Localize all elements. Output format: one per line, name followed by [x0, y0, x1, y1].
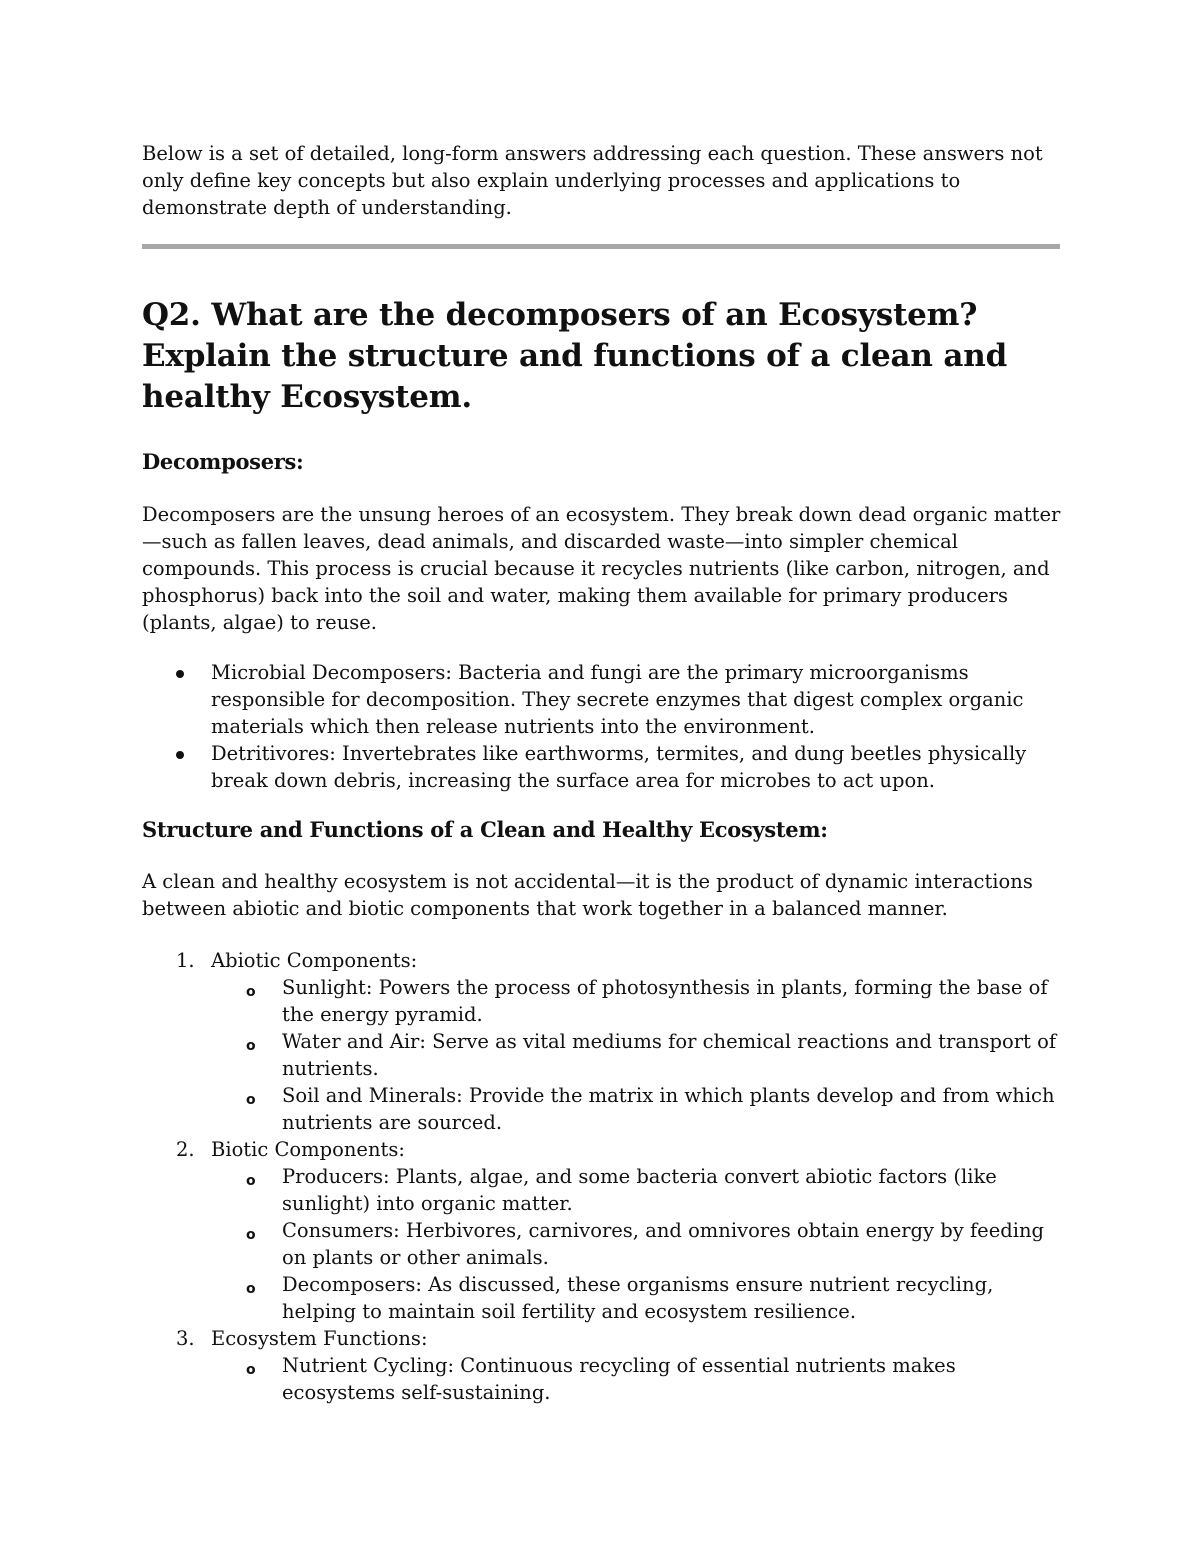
sub-list: [211, 1352, 1062, 1406]
sub-item-text: Consumers: Herbivores, carnivores, and omnivores obtain energy by feeding on plants or other animals.: [282, 1219, 1045, 1269]
structure-heading: Structure and Functions of a Clean and Healthy Ecosystem:: [142, 817, 828, 842]
sub-list-item: [211, 974, 1062, 1028]
circle-bullet-icon: o: [246, 1173, 256, 1189]
structure-paragraph: A clean and healthy ecosystem is not accidental—it is the product of dynamic interactions between abiotic and biotic components that work together in a balanced manner.: [142, 870, 1033, 920]
sub-list-item: [211, 1271, 1062, 1325]
circle-bullet-icon: o: [246, 1038, 256, 1054]
circle-bullet-icon: o: [246, 1281, 256, 1297]
circle-bullet-icon: o: [246, 1362, 256, 1378]
sub-list-item: [211, 1028, 1062, 1082]
decomposers-bullet-list: [142, 659, 1062, 794]
section-label: Ecosystem Functions:: [211, 1327, 428, 1350]
bullet-dot-icon: [176, 670, 184, 678]
numbered-item-functions: [142, 1325, 1062, 1406]
numbered-item-biotic: [142, 1136, 1062, 1325]
question-title: Q2. What are the decomposers of an Ecosystem? Explain the structure and functions of a clean and healthy Ecosystem.: [142, 297, 1008, 415]
sub-item-text: Sunlight: Powers the process of photosynthesis in plants, forming the base of the energy pyramid.: [282, 976, 1048, 1026]
bullet-item: [142, 740, 1062, 794]
list-number: 3.: [176, 1327, 195, 1350]
bullet-item: [142, 659, 1062, 740]
sub-list-item: [211, 1163, 1062, 1217]
list-number: 2.: [176, 1138, 195, 1161]
structure-numbered-list: [142, 947, 1062, 1406]
intro-paragraph: Below is a set of detailed, long-form answers addressing each question. These answers not only define key concepts but also explain underlying processes and applications to demonstrate depth of understanding.: [142, 142, 1043, 219]
section-label: Abiotic Components:: [211, 949, 418, 972]
sub-item-text: Soil and Minerals: Provide the matrix in which plants develop and from which nutrients are sourced.: [282, 1084, 1055, 1134]
sub-list-item: [211, 1082, 1062, 1136]
bullet-text: Microbial Decomposers: Bacteria and fungi are the primary microorganisms responsible for decomposition. They secrete enzymes that digest complex organic materials which then release nutrients into the environment.: [211, 661, 1024, 738]
sub-item-text: Nutrient Cycling: Continuous recycling of essential nutrients makes ecosystems self-sustaining.: [282, 1354, 956, 1404]
bullet-text: Detritivores: Invertebrates like earthworms, termites, and dung beetles physically break down debris, increasing the surface area for microbes to act upon.: [211, 742, 1027, 792]
sub-item-text: Producers: Plants, algae, and some bacteria convert abiotic factors (like sunlight) into organic matter.: [282, 1165, 997, 1215]
sub-list: [211, 1163, 1062, 1325]
bullet-dot-icon: [176, 751, 184, 759]
sub-list: [211, 974, 1062, 1136]
sub-item-text: Decomposers: As discussed, these organisms ensure nutrient recycling, helping to maintain soil fertility and ecosystem resilience.: [282, 1273, 994, 1323]
circle-bullet-icon: o: [246, 1227, 256, 1243]
numbered-item-abiotic: [142, 947, 1062, 1136]
decomposers-paragraph: Decomposers are the unsung heroes of an ecosystem. They break down dead organic matter—such as fallen leaves, dead animals, and discarded waste—into simpler chemical compounds. This process is crucial because it recycles nutrients (like carbon, nitrogen, and phosphorus) back into the soil and water, making them available for primary producers (plants, algae) to reuse.: [142, 503, 1061, 634]
sub-item-text: Water and Air: Serve as vital mediums for chemical reactions and transport of nutrients.: [282, 1030, 1057, 1080]
sub-list-item: [211, 1352, 1062, 1406]
document-page: [142, 140, 1062, 1406]
sub-list-item: [211, 1217, 1062, 1271]
list-number: 1.: [176, 949, 195, 972]
horizontal-divider: [142, 244, 1060, 249]
circle-bullet-icon: o: [246, 984, 256, 1000]
decomposers-heading: Decomposers:: [142, 449, 304, 474]
circle-bullet-icon: o: [246, 1092, 256, 1108]
section-label: Biotic Components:: [211, 1138, 405, 1161]
